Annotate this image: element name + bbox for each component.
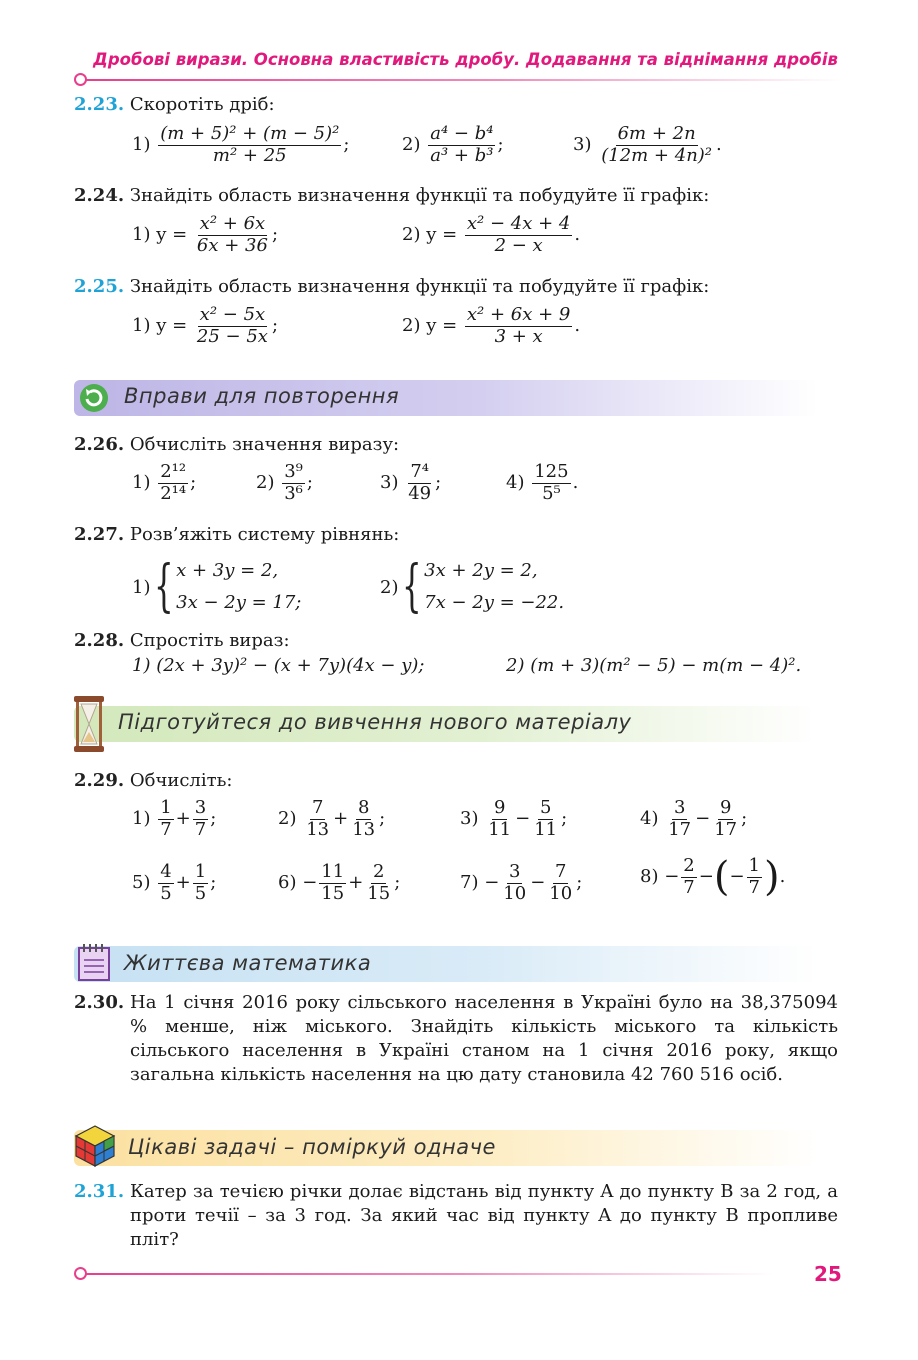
section-title: Життєва математика: [124, 951, 372, 975]
task-2-29-item-7: 7) − $\frac{3}{10}$ − $\frac{7}{10}$ ;: [460, 861, 583, 904]
task-2-29-item-8: 8) − $\frac{2}{7}$ −(− $\frac{1}{7}$ ).: [640, 854, 786, 901]
task-2-23-item-2: 2) $\frac{\text{a⁴ − b⁴}}{\text{a³ + b³}}$ ;: [402, 123, 504, 166]
task-2-27: 2.27. Розв’яжіть систему рівнянь:: [74, 524, 400, 545]
task-2-29-item-1: 1) $\frac{1}{7}$ + $\frac{3}{7}$ ;: [132, 797, 217, 840]
task-2-27-system-1: 1) { x + 3y = 2, 3x − 2y = 17;: [132, 554, 302, 619]
task-2-25: 2.25. Знайдіть область визначення функції та побудуйте її графік:: [74, 276, 710, 297]
task-2-27-system-2: 2) { 3x + 2y = 2, 7x − 2y = −22.: [380, 554, 565, 619]
task-2-29-item-6: 6) − $\frac{11}{15}$ + $\frac{2}{15}$ ;: [278, 861, 401, 904]
task-2-29-item-5: 5) $\frac{4}{5}$ + $\frac{1}{5}$ ;: [132, 861, 217, 904]
task-2-23: 2.23. Скоротіть дріб:: [74, 94, 275, 115]
section-title: Підготуйтеся до вивчення нового матеріалу: [118, 710, 632, 734]
section-banner-review: [74, 380, 818, 416]
task-2-26-item-3: 3) $\frac{\text{7⁴}}{49}$ ;: [380, 461, 442, 504]
recycle-icon: [78, 382, 110, 414]
task-2-26-item-1: 1) $\frac{\text{2¹²}}{\text{2¹⁴}}$ ;: [132, 461, 197, 504]
task-2-29-item-2: 2) $\frac{7}{13}$ + $\frac{8}{13}$ ;: [278, 797, 386, 840]
section-banner-life-math: [74, 946, 818, 982]
task-2-29-item-4: 4) $\frac{3}{17}$ − $\frac{9}{17}$ ;: [640, 797, 748, 840]
task-2-26-item-4: 4) $\frac{125}{\text{5⁵}}$ .: [506, 461, 579, 504]
task-2-26-item-2: 2) $\frac{\text{3⁹}}{\text{3⁶}}$ ;: [256, 461, 313, 504]
hourglass-icon: [72, 694, 106, 754]
header-rule: [82, 79, 842, 81]
footer-rule-dot: [74, 1267, 87, 1280]
task-2-31: 2.31. Катер за течією річки долає відстань від пункту A до пункту B за 2 год, а проти течії – за 3 год. За який час від пункту A до пункту B пропливе пліт?: [74, 1181, 838, 1250]
task-2-26: 2.26. Обчисліть значення виразу:: [74, 434, 400, 455]
task-2-23-item-3: 3) $\frac{6m + 2n}{\text{(12m + 4n)²}}$ .: [573, 123, 722, 166]
section-title: Вправи для повторення: [124, 384, 400, 408]
page-number: 25: [814, 1262, 842, 1286]
rubiks-cube-icon: [74, 1124, 116, 1168]
section-title: Цікаві задачі – поміркуй одначе: [128, 1135, 496, 1159]
task-2-24-item-2: 2) y = $\frac{\text{x² − 4x + 4}}{2 - x}$ .: [402, 213, 581, 256]
task-2-28: 2.28. Спростіть вираз:: [74, 630, 290, 651]
notepad-icon: [76, 942, 112, 982]
task-2-23-item-1: 1) $\frac{\text{(m + 5)² + (m − 5)²}}{\text{m² + 25}}$ ;: [132, 123, 350, 166]
task-2-24-item-1: 1) y = $\frac{\text{x² + 6x}}{6x + 36}$ ;: [132, 213, 279, 256]
header-rule-dot: [74, 73, 87, 86]
task-2-25-item-2: 2) y = $\frac{\text{x² + 6x + 9}}{3 + x}$ .: [402, 304, 581, 347]
task-2-29: 2.29. Обчисліть:: [74, 770, 233, 791]
task-2-30: 2.30. На 1 січня 2016 року сільського населення в Україні було на 38,375094 % менше, ніж міського. Знайдіть кількість міського та кількість сільського населення в Україні станом на 1 січня 2016 року, якщо загальна кількість населення на цю дату становила 42 760 516 осіб.: [74, 992, 838, 1085]
running-header: Дробові вирази. Основна властивість дробу. Додавання та віднімання дробів: [93, 50, 838, 69]
task-2-24: 2.24. Знайдіть область визначення функції та побудуйте її графік:: [74, 185, 710, 206]
section-banner-interesting: [74, 1130, 818, 1166]
task-2-29-item-3: 3) $\frac{9}{11}$ − $\frac{5}{11}$ ;: [460, 797, 568, 840]
task-2-28-item-2: 2) (m + 3)(m² − 5) − m(m − 4)².: [506, 655, 802, 676]
section-banner-prepare: [74, 706, 818, 742]
footer-rule: [82, 1273, 772, 1275]
task-2-28-item-1: 1) (2x + 3y)² − (x + 7y)(4x − y);: [132, 655, 425, 676]
task-2-25-item-1: 1) y = $\frac{\text{x² − 5x}}{25 - 5x}$ ;: [132, 304, 279, 347]
